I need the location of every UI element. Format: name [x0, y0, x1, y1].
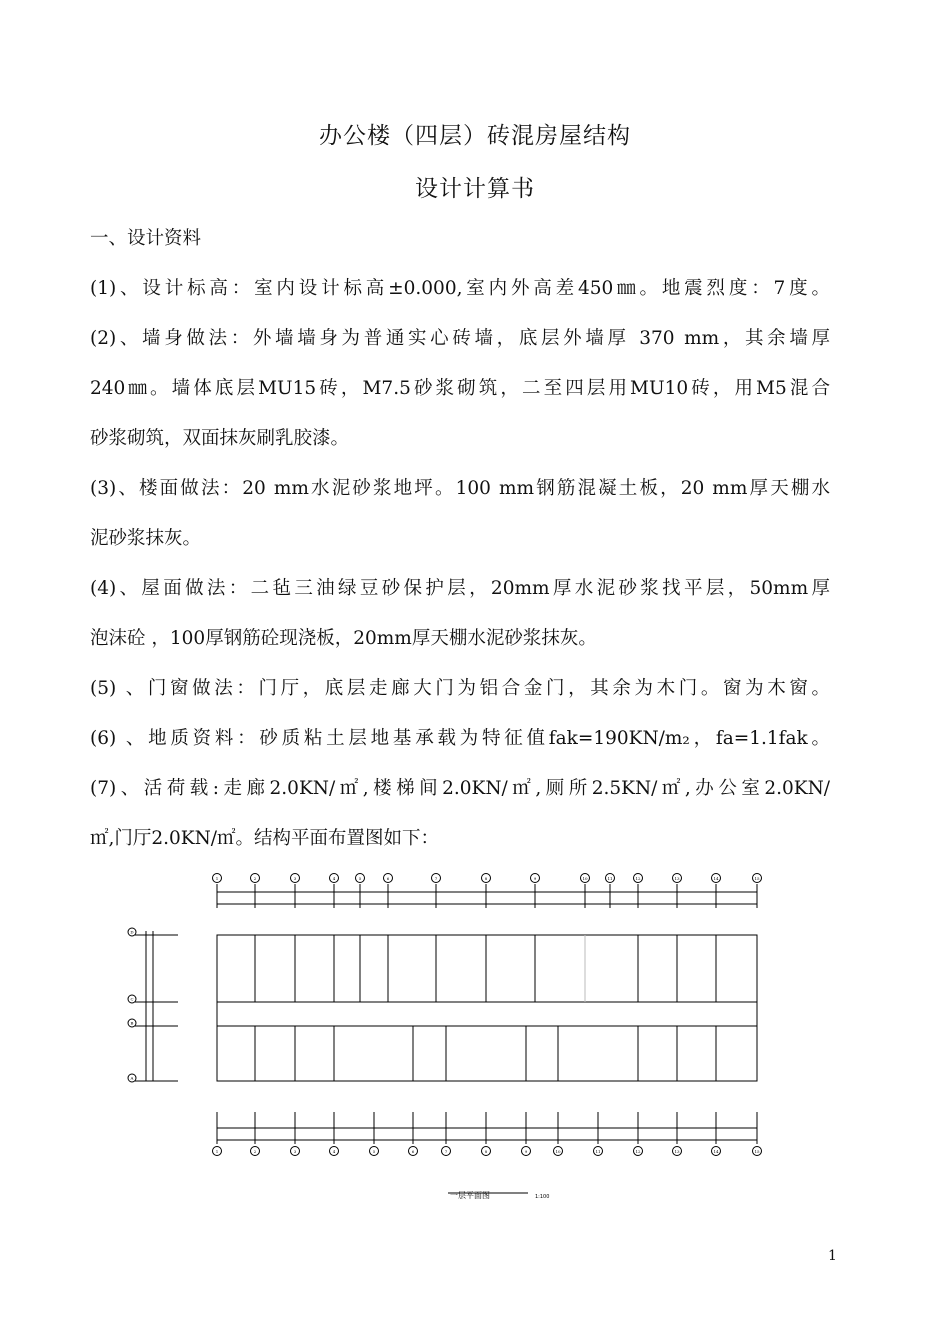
axis-label: 13	[674, 876, 680, 881]
axis-label: 7	[444, 1149, 448, 1154]
axis-label: 14	[713, 1149, 719, 1154]
axis-label: 6	[386, 876, 390, 881]
paragraph-line: (1)、设计标高：室内设计标高±0.000,室内外高差450㎜。地震烈度：7度。	[90, 278, 830, 299]
paragraph-line: ㎡,门厅2.0KN/㎡。结构平面布置图如下：	[90, 828, 440, 849]
paragraph-line: 泥砂浆抹灰。	[90, 528, 202, 549]
axis-label: 13	[674, 1149, 680, 1154]
floor-plan-drawing	[120, 868, 800, 1208]
axis-label: 2	[253, 1149, 257, 1154]
axis-label: 15	[754, 876, 760, 881]
axis-label: C	[130, 996, 134, 1002]
section-heading: 一、设计资料	[90, 228, 202, 249]
axis-label: 5	[372, 1149, 376, 1154]
paragraph-line: (5) 、门窗做法：门厅，底层走廊大门为铝合金门，其余为木门。窗为木窗。	[90, 678, 830, 699]
plan-scale: 1:100	[535, 1194, 550, 1200]
axis-label: B	[130, 1020, 134, 1026]
paragraph-line: (3)、楼面做法：20 mm水泥砂浆地坪。100 mm钢筋混凝土板，20 mm厚天棚水	[90, 478, 830, 499]
document-title: 办公楼（四层）砖混房屋结构	[319, 123, 631, 149]
axis-label: 1	[215, 1149, 219, 1154]
axis-label: 3	[293, 876, 297, 881]
axis-label: 5	[358, 876, 362, 881]
paragraph-line: 240㎜。墙体底层MU15砖，M7.5砂浆砌筑，二至四层用MU10砖，用M5混合	[90, 378, 830, 399]
axis-label: 3	[293, 1149, 297, 1154]
outer-wall	[217, 935, 757, 1081]
axis-label: 9	[524, 1149, 528, 1154]
paragraph-line: (4)、屋面做法：二毡三油绿豆砂保护层，20mm厚水泥砂浆找平层，50mm厚	[90, 578, 830, 599]
paragraph-line: (6) 、地质资料：砂质粘土层地基承载为特征值fak=190KN/m₂，fa=1.1fak。	[90, 728, 830, 749]
axis-label: 15	[754, 1149, 760, 1154]
document-subtitle: 设计计算书	[415, 176, 535, 202]
paragraph-line: (2)、墙身做法：外墙墙身为普通实心砖墙，底层外墙厚 370 mm，其余墙厚	[90, 328, 830, 349]
axis-label: 9	[533, 876, 537, 881]
axis-label: 14	[713, 876, 719, 881]
axis-label: 2	[253, 876, 257, 881]
axis-label: 7	[434, 876, 438, 881]
page-number: 1	[828, 1248, 837, 1264]
axis-label: 4	[332, 1149, 336, 1154]
axis-label: 6	[411, 1149, 415, 1154]
paragraph-line: 砂浆砌筑，双面抹灰刷乳胶漆。	[90, 428, 350, 449]
axis-label: 12	[635, 876, 641, 881]
plan-caption: 一层平面图	[450, 1191, 490, 1200]
axis-label: 10	[555, 1149, 561, 1154]
axis-label: 8	[484, 876, 488, 881]
axis-label: 8	[484, 1149, 488, 1154]
axis-label: 10	[582, 876, 588, 881]
axis-label: 11	[595, 1149, 601, 1154]
axis-label: 11	[607, 876, 613, 881]
paragraph-line: (7)、活荷载:走廊2.0KN/㎡,楼梯间2.0KN/㎡,厕所2.5KN/㎡,办公室2.0KN/	[90, 778, 830, 799]
axis-label: 1	[215, 876, 219, 881]
axis-label: A	[130, 1075, 134, 1081]
axis-label: 4	[332, 876, 336, 881]
axis-label: 12	[635, 1149, 641, 1154]
paragraph-line: 泡沫砼 ，100厚钢筋砼现浇板，20mm厚天棚水泥砂浆抹灰。	[90, 628, 597, 649]
axis-label: D	[130, 929, 134, 935]
